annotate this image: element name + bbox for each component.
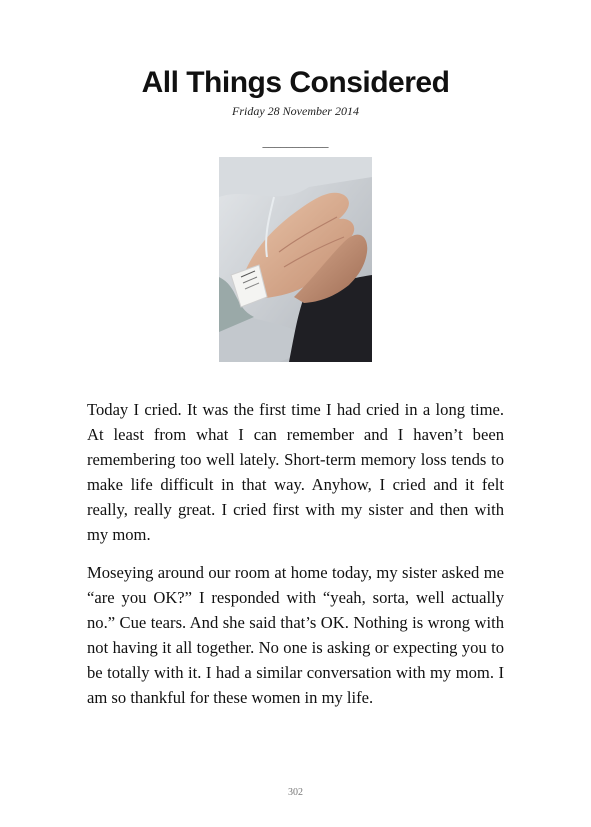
hand-holding-photo xyxy=(219,157,372,362)
paragraph: Moseying around our room at home today, my sister asked me “are you OK?” I responded with “yeah, sorta, well actually no.” Cue tears. And she said that’s OK. Nothing is wrong with not having it all together. No one is asking or expecting you to be totally with it. I had a similar conversation with my mom. I am so thankful for these women in my life. xyxy=(87,563,504,707)
article-body xyxy=(87,398,504,725)
post-date: Friday 28 November 2014 xyxy=(232,104,359,118)
page-title: All Things Considered xyxy=(141,66,450,99)
title-separator: ___________ xyxy=(262,135,329,149)
paragraph: Today I cried. It was the first time I had cried in a long time. At least from what I can remember and I haven’t been remembering too well lately. Short-term memory loss tends to make life difficult in that way. Anyhow, I cried and it felt really, really great. I cried first with my sister and then with my mom. xyxy=(87,400,504,544)
page-number: 302 xyxy=(288,787,303,798)
